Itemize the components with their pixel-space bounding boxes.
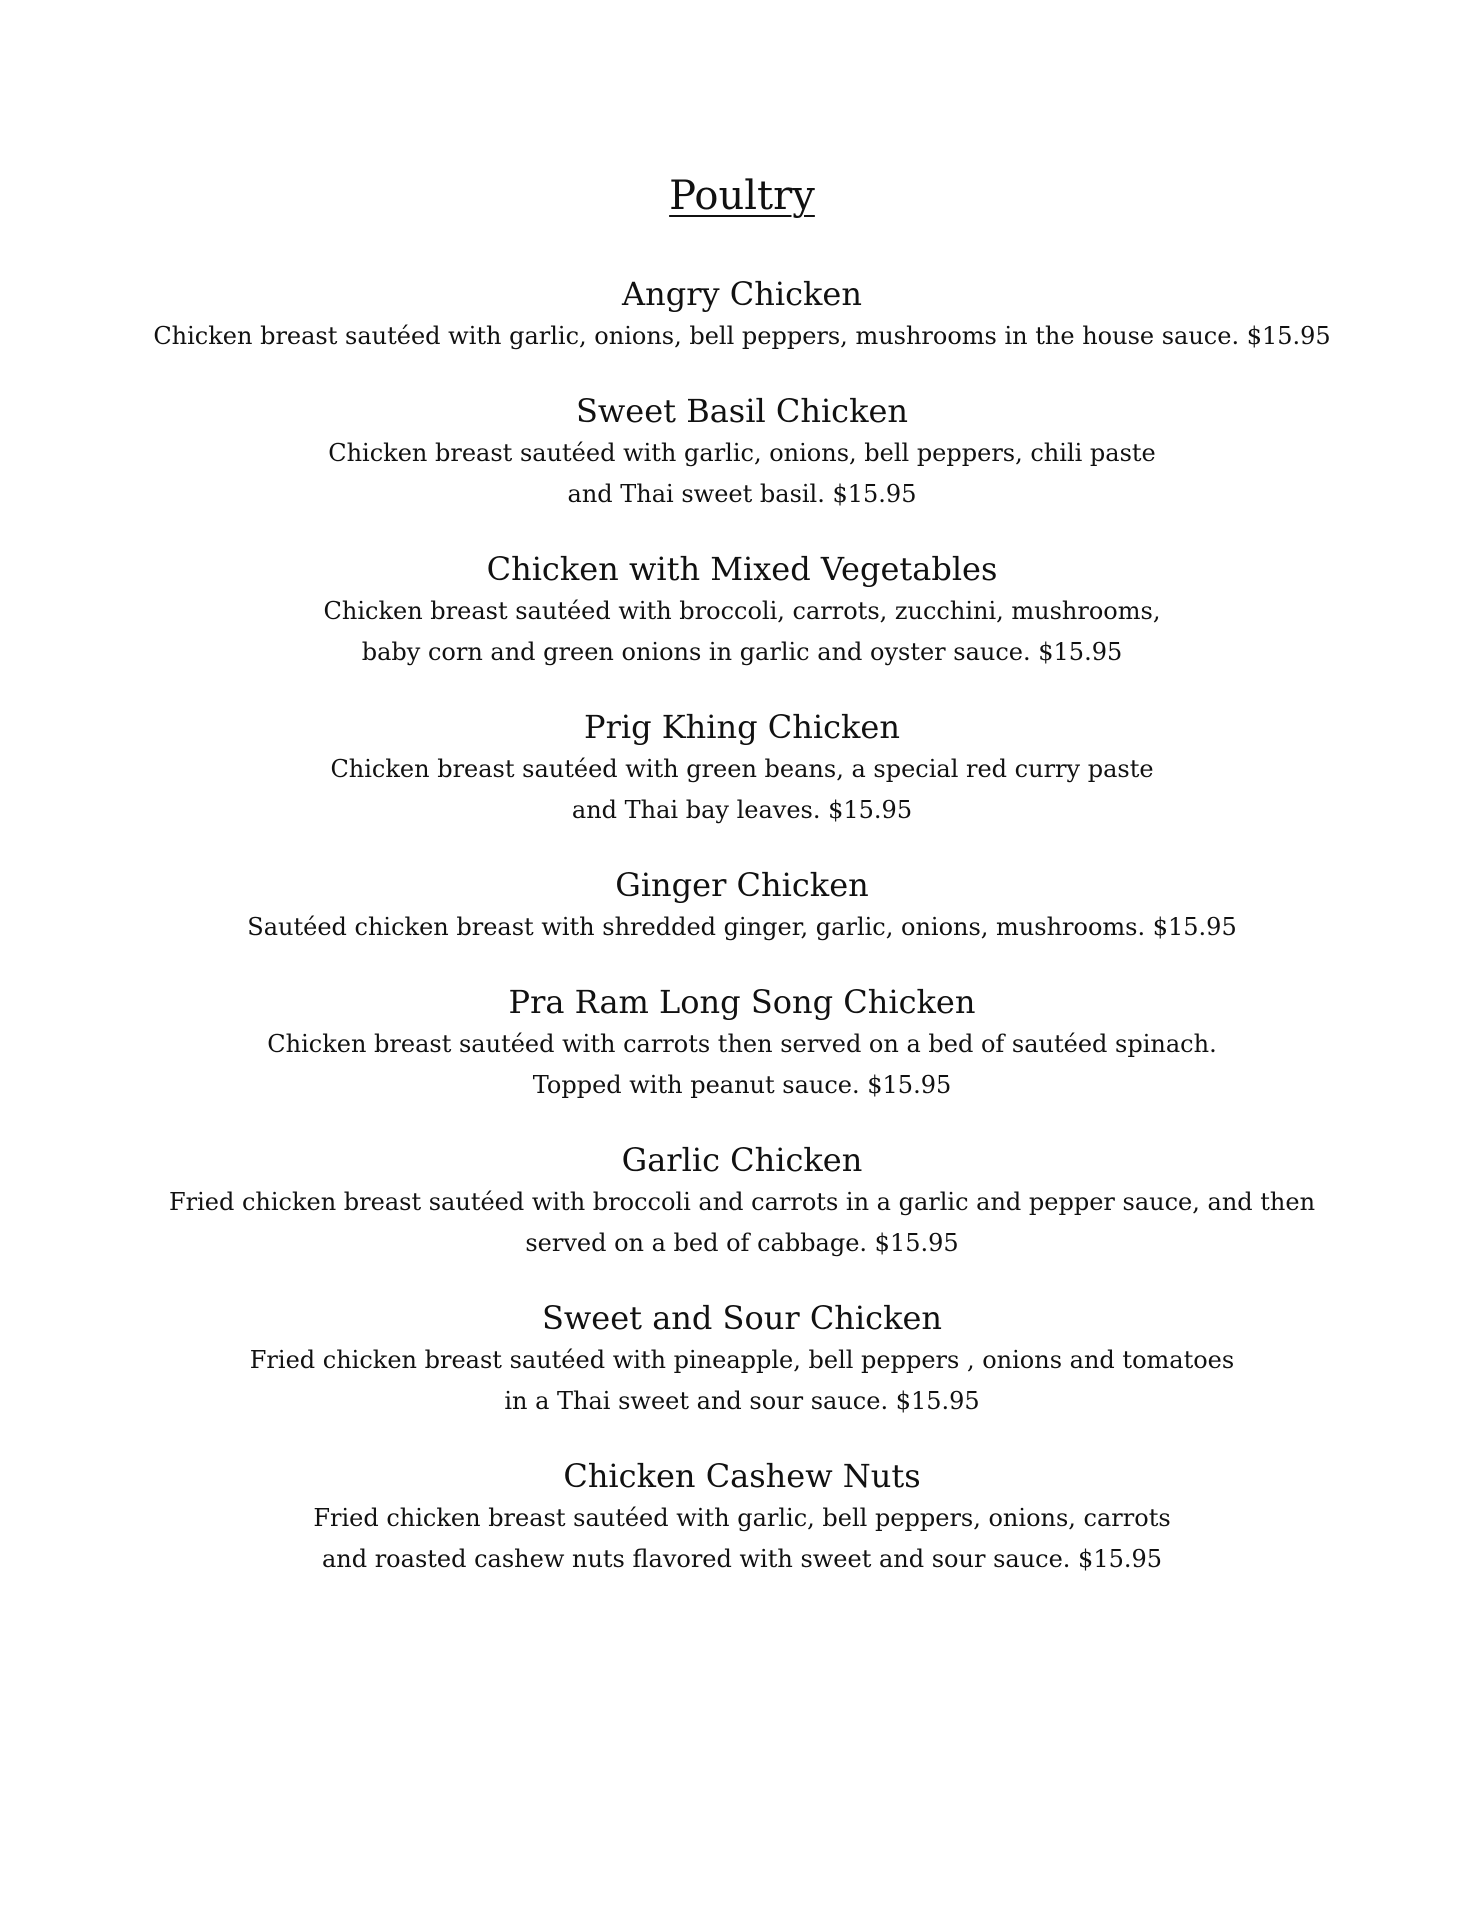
menu-item-chicken-cashew-nuts <box>0 1454 1484 1580</box>
menu-item-ginger-chicken <box>0 863 1484 948</box>
item-description: Chicken breast sautéed with garlic, onions, bell peppers, mushrooms in the house sauce. $15.95 <box>153 322 1331 350</box>
item-description: Chicken breast sautéed with carrots then served on a bed of sautéed spinach. Topped with peanut sauce. $15.95 <box>267 1030 1217 1099</box>
item-name: Sweet and Sour Chicken <box>541 1299 942 1337</box>
menu-item-prig-khing-chicken <box>0 705 1484 831</box>
item-description: Chicken breast sautéed with broccoli, carrots, zucchini, mushrooms, baby corn and green onions in garlic and oyster sauce. $15.95 <box>323 597 1161 666</box>
menu-item-sweet-sour-chicken <box>0 1296 1484 1422</box>
menu-item-angry-chicken <box>0 272 1484 357</box>
item-description: Chicken breast sautéed with garlic, onions, bell peppers, chili paste and Thai sweet basil. $15.95 <box>328 439 1156 508</box>
menu-items-list <box>0 272 1484 1612</box>
item-name: Prig Khing Chicken <box>584 708 900 746</box>
item-name: Angry Chicken <box>622 275 862 313</box>
item-description: Fried chicken breast sautéed with garlic, bell peppers, onions, carrots and roasted cashew nuts flavored with sweet and sour sauce. $15.95 <box>313 1504 1171 1573</box>
item-description: Chicken breast sautéed with green beans, a special red curry paste and Thai bay leaves. $15.95 <box>330 755 1154 824</box>
menu-item-garlic-chicken <box>0 1138 1484 1264</box>
menu-item-sweet-basil-chicken <box>0 389 1484 515</box>
item-description: Fried chicken breast sautéed with pineapple, bell peppers , onions and tomatoes in a Thai sweet and sour sauce. $15.95 <box>249 1346 1235 1415</box>
item-name: Sweet Basil Chicken <box>575 392 909 430</box>
section-title: Poultry <box>669 173 815 219</box>
item-name: Chicken with Mixed Vegetables <box>486 550 998 588</box>
item-name: Ginger Chicken <box>615 866 869 904</box>
item-description: Sautéed chicken breast with shredded ginger, garlic, onions, mushrooms. $15.95 <box>247 913 1237 941</box>
menu-item-pra-ram-long-song-chicken <box>0 980 1484 1106</box>
item-name: Pra Ram Long Song Chicken <box>508 983 976 1021</box>
item-name: Chicken Cashew Nuts <box>563 1457 921 1495</box>
item-name: Garlic Chicken <box>621 1141 863 1179</box>
menu-item-chicken-mixed-vegetables <box>0 547 1484 673</box>
item-description: Fried chicken breast sautéed with broccoli and carrots in a garlic and pepper sauce, and then served on a bed of cabbage. $15.95 <box>168 1188 1316 1257</box>
